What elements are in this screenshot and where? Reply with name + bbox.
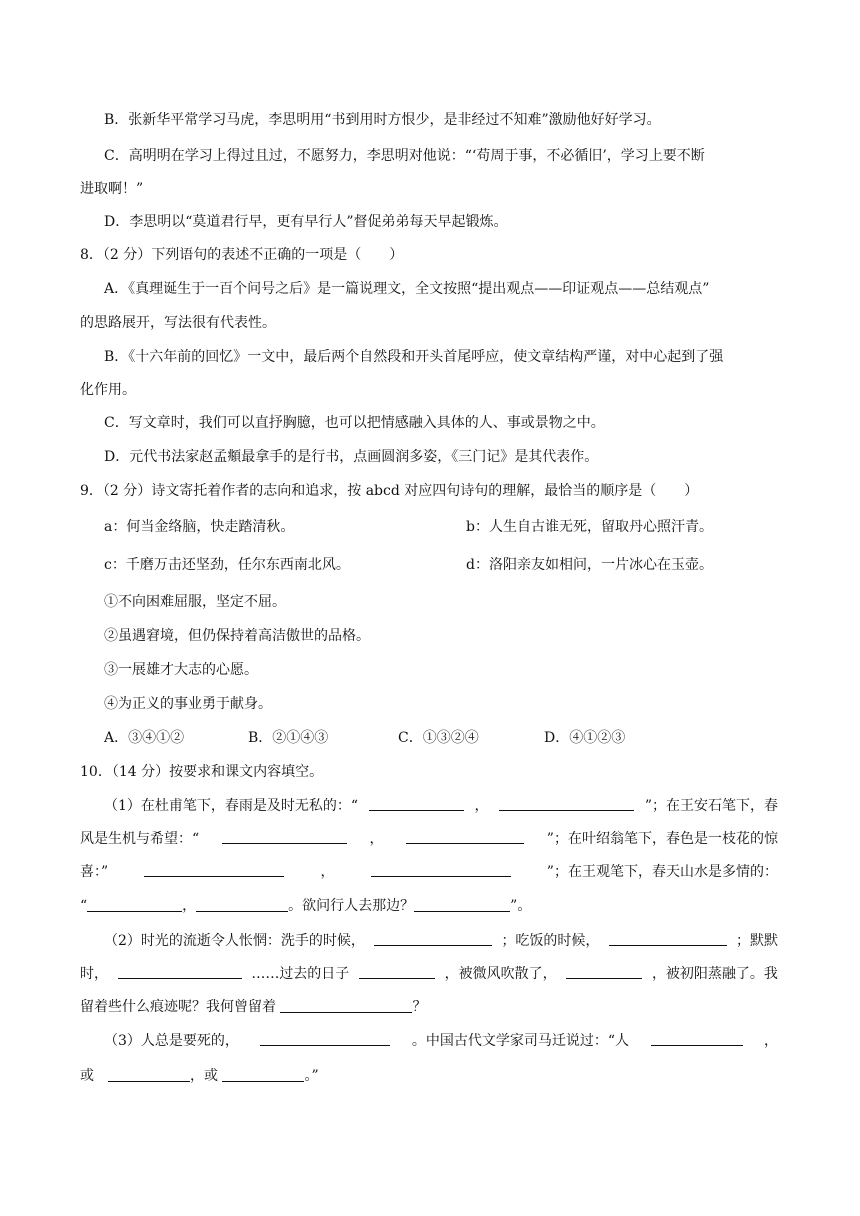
q10-text: 。中国古代文学家司马迁说过：“人 xyxy=(411,1033,630,1049)
q10-part3-line2 xyxy=(80,1066,319,1086)
q10-text: ，或 xyxy=(190,1068,223,1084)
q10-text: ， xyxy=(474,798,489,814)
fill-blank[interactable] xyxy=(260,1031,390,1046)
q9-verse-c: c：千磨万击还坚劲，任尔东西南北风。 xyxy=(104,557,350,573)
fill-blank[interactable] xyxy=(499,796,634,811)
q10-text: ， xyxy=(369,831,384,847)
fill-blank[interactable] xyxy=(222,1067,304,1082)
fill-blank[interactable] xyxy=(414,897,510,912)
fill-blank[interactable] xyxy=(222,829,347,844)
q10-text: 风是生机与希望：“ xyxy=(80,831,200,847)
q10-text: ”；在叶绍翁笔下，春色是一枝花的惊 xyxy=(546,831,778,847)
fill-blank[interactable] xyxy=(87,897,182,912)
q8-option-a-line2: 的思路展开，写法很有代表性。 xyxy=(80,315,276,331)
q10-text: （1）在杜甫笔下，春雨是及时无私的：“ xyxy=(104,798,359,814)
q9-item-3: ③一展雄才大志的心愿。 xyxy=(104,662,258,678)
q10-text: ”。 xyxy=(510,898,532,914)
q8-stem: 8．（2 分）下列语句的表述不正确的一项是（ ） xyxy=(80,247,404,263)
q9-option-b: B．②①④③ xyxy=(248,730,329,746)
fill-blank[interactable] xyxy=(609,931,727,946)
q10-text: ”；在王安石笔下，春 xyxy=(644,798,778,814)
q10-text: ；吃饭的时候， xyxy=(501,933,600,949)
q9-option-a: A．③④①② xyxy=(104,730,185,746)
q10-part2-line2 xyxy=(80,964,778,984)
fill-blank[interactable] xyxy=(369,796,464,811)
q10-text: ……过去的日子 xyxy=(251,966,350,982)
q9-item-1: ①不向困难屈服，坚定不屈。 xyxy=(104,594,286,610)
fill-blank[interactable] xyxy=(566,964,642,979)
fill-blank[interactable] xyxy=(144,862,284,877)
q9-option-c: C．①③②④ xyxy=(398,730,479,746)
q10-text: （3）人总是要死的， xyxy=(104,1033,239,1049)
fill-blank[interactable] xyxy=(118,964,242,979)
q10-text: 留着些什么痕迹呢？我何曾留着 xyxy=(80,999,281,1015)
q10-text: 。” xyxy=(304,1068,319,1084)
q10-part1-line4 xyxy=(80,896,531,916)
q10-text: 。欲问行人去那边？ xyxy=(288,898,415,914)
q10-text: ， xyxy=(763,1033,778,1049)
q9-item-4: ④为正义的事业勇于献身。 xyxy=(104,696,272,712)
q7-option-c-line1: C．高明明在学习上得过且过，不愿努力，李思明对他说：“‘苟周于事，不必循旧’，学习上要不断 xyxy=(104,148,705,164)
q10-text: ”；在王观笔下，春天山水是多情的： xyxy=(546,864,778,880)
q10-text: 或 xyxy=(80,1068,108,1084)
fill-blank[interactable] xyxy=(196,897,288,912)
q7-option-c-line2: 进取啊！” xyxy=(80,181,144,197)
fill-blank[interactable] xyxy=(371,862,511,877)
q10-text: ，被微风吹散了， xyxy=(444,966,557,982)
q9-verse-b: b：人生自古谁无死，留取丹心照汗青。 xyxy=(466,519,713,535)
fill-blank[interactable] xyxy=(406,829,524,844)
fill-blank[interactable] xyxy=(108,1067,190,1082)
fill-blank[interactable] xyxy=(359,964,435,979)
q10-text: （2）时光的流逝令人怅惘：洗手的时候， xyxy=(104,933,365,949)
q9-item-2: ②虽遇窘境，但仍保持着高洁傲世的品格。 xyxy=(104,628,370,644)
q8-option-d: D．元代书法家赵孟頫最拿手的是行书，点画圆润多姿，《三门记》是其代表作。 xyxy=(104,449,599,465)
q10-text: 喜：” xyxy=(80,864,109,880)
q10-stem: 10．（14 分）按要求和课文内容填空。 xyxy=(80,764,324,780)
fill-blank[interactable] xyxy=(280,998,412,1013)
q9-verse-d: d：洛阳亲友如相问，一片冰心在玉壶。 xyxy=(466,557,713,573)
q10-text: ？ xyxy=(412,999,427,1015)
q10-text: 时， xyxy=(80,966,108,982)
q9-option-d: D．④①②③ xyxy=(544,730,626,746)
q10-part2-line3 xyxy=(80,997,426,1017)
fill-blank[interactable] xyxy=(651,1031,743,1046)
q8-option-a-line1: A．《真理诞生于一百个问号之后》是一篇说理文，全文按照“提出观点——印证观点——总结观点” xyxy=(104,281,710,297)
q8-option-c: C．写文章时，我们可以直抒胸臆，也可以把情感融入具体的人、事或景物之中。 xyxy=(104,415,605,431)
q10-part2-line1 xyxy=(104,931,778,951)
q10-text: ，被初阳蒸融了。我 xyxy=(651,966,778,982)
q10-part1-line1 xyxy=(104,796,778,816)
q9-stem: 9．（2 分）诗文寄托着作者的志向和追求，按 abcd 对应四句诗句的理解，最恰当的顺序是（ ） xyxy=(80,483,699,499)
q7-option-b: B．张新华平常学习马虎，李思明用“书到用时方恨少，是非经过不知难”激励他好好学习。 xyxy=(104,112,661,128)
q8-option-b-line1: B．《十六年前的回忆》一文中，最后两个自然段和开头首尾呼应，使文章结构严谨，对中心起到了强 xyxy=(104,349,724,365)
q10-part1-line3 xyxy=(80,862,778,882)
q8-option-b-line2: 化作用。 xyxy=(80,382,136,398)
q7-option-d: D．李思明以“莫道君行早，更有早行人”督促弟弟每天早起锻炼。 xyxy=(104,214,508,230)
q10-text: “ xyxy=(80,898,88,914)
q10-text: ；默默 xyxy=(735,933,778,949)
q10-text: ， xyxy=(182,898,197,914)
fill-blank[interactable] xyxy=(374,931,492,946)
q10-part1-line2 xyxy=(80,829,778,849)
q10-text: ， xyxy=(320,864,335,880)
q9-verse-a: a：何当金络脑，快走踏清秋。 xyxy=(104,519,295,535)
q10-part3-line1 xyxy=(104,1031,778,1051)
